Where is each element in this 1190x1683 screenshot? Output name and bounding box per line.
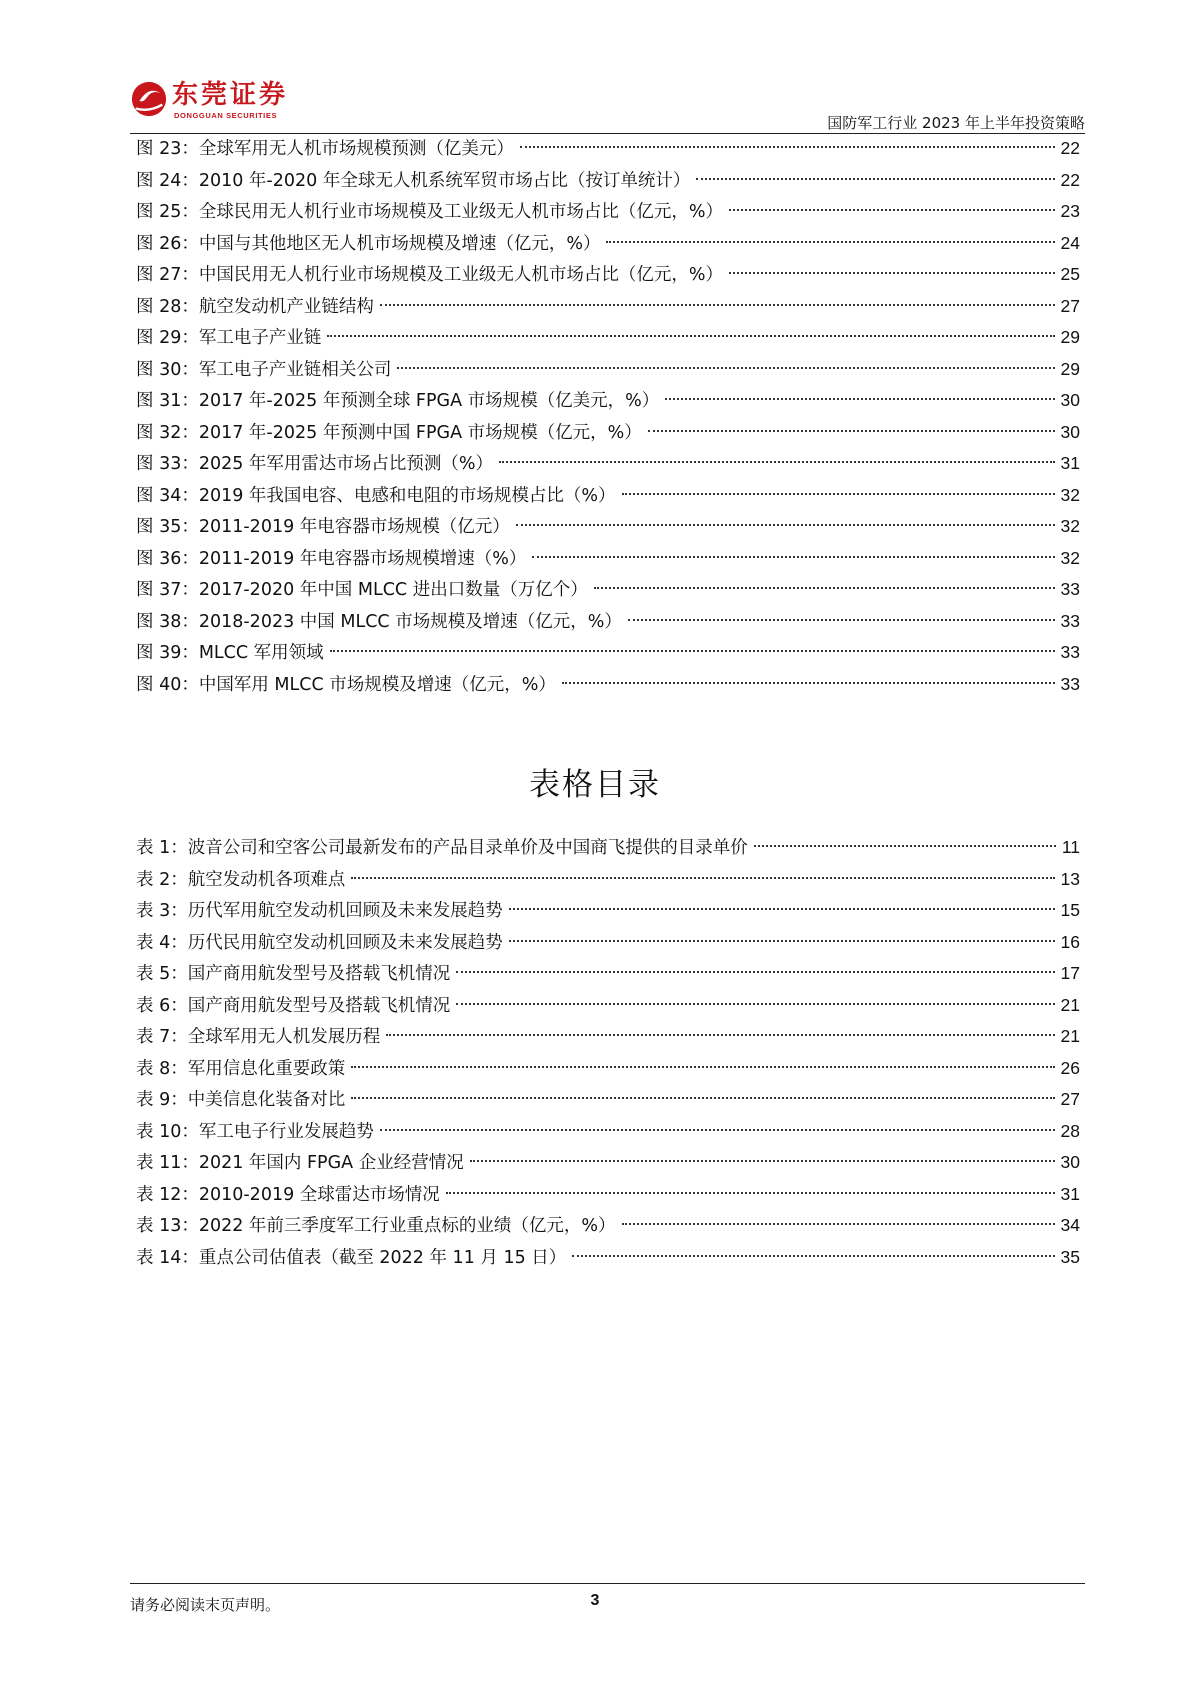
toc-entry-label[interactable]: 表 14：重点公司估值表（截至 2022 年 11 月 15 日） <box>136 1247 567 1268</box>
figure-toc-entry[interactable] <box>136 417 1080 449</box>
toc-entry-label[interactable]: 表 3：历代军用航空发动机回顾及未来发展趋势 <box>136 901 503 921</box>
toc-entry-page[interactable]: 34 <box>1060 1215 1080 1235</box>
toc-entry-label[interactable]: 图 31：2017 年-2025 年预测全球 FPGA 市场规模（亿美元，%） <box>136 391 660 411</box>
figure-toc-entry[interactable] <box>136 669 1080 701</box>
table-toc-entry[interactable] <box>136 1210 1080 1242</box>
report-title: 国防军工行业 2023 年上半年投资策略 <box>827 114 1085 132</box>
figure-toc-entry[interactable] <box>136 480 1080 512</box>
toc-entry-page[interactable]: 31 <box>1060 1183 1080 1204</box>
dot-leader <box>520 146 1055 148</box>
figure-toc-entry[interactable] <box>136 637 1080 669</box>
toc-entry-label[interactable]: 表 13：2022 年前三季度军工行业重点标的业绩（亿元，%） <box>136 1216 616 1236</box>
toc-entry-label[interactable]: 表 2：航空发动机各项难点 <box>136 869 346 890</box>
figure-toc-entry[interactable] <box>136 606 1080 638</box>
toc-entry-label[interactable]: 表 12：2010-2019 全球雷达市场情况 <box>136 1184 440 1205</box>
toc-entry-page[interactable]: 26 <box>1060 1057 1080 1078</box>
dot-leader <box>562 682 1055 684</box>
dot-leader <box>446 1192 1055 1194</box>
figure-toc-entry[interactable] <box>136 133 1080 165</box>
dot-leader <box>754 845 1056 847</box>
toc-entry-page[interactable]: 24 <box>1060 232 1080 253</box>
dot-leader <box>397 367 1054 369</box>
toc-entry-label[interactable]: 图 36：2011-2019 年电容器市场规模增速（%） <box>136 548 527 569</box>
toc-entry-label[interactable]: 图 34：2019 年我国电容、电感和电阻的市场规模占比（%） <box>136 485 616 506</box>
figure-toc-entry[interactable] <box>136 228 1080 260</box>
toc-entry-page[interactable]: 11 <box>1061 837 1080 857</box>
toc-entry-label[interactable]: 表 10：军工电子行业发展趋势 <box>136 1121 374 1142</box>
toc-entry-label[interactable]: 图 24：2010 年-2020 年全球无人机系统军贸市场占比（按订单统计） <box>136 170 691 191</box>
figure-toc-entry[interactable] <box>136 543 1080 575</box>
table-toc-entry[interactable] <box>136 895 1080 927</box>
figure-toc-entry[interactable] <box>136 574 1080 606</box>
dot-leader <box>572 1255 1054 1257</box>
brand-name-cn: 东莞证券 <box>172 80 289 110</box>
toc-entry-label[interactable]: 表 1：波音公司和空客公司最新发布的产品目录单价及中国商飞提供的目录单价 <box>136 838 748 858</box>
figure-toc-entry[interactable] <box>136 165 1080 197</box>
toc-entry-label[interactable]: 图 29：军工电子产业链 <box>136 328 322 348</box>
dot-leader <box>696 178 1054 180</box>
toc-entry-label[interactable]: 图 35：2011-2019 年电容器市场规模（亿元） <box>136 517 510 537</box>
dot-leader <box>594 587 1055 589</box>
toc-entry-label[interactable]: 图 32：2017 年-2025 年预测中国 FPGA 市场规模（亿元，%） <box>136 422 642 443</box>
toc-entry-page[interactable]: 35 <box>1060 1246 1080 1267</box>
toc-entry-label[interactable]: 表 5：国产商用航发型号及搭载飞机情况 <box>136 964 451 984</box>
figure-toc-entry[interactable] <box>136 322 1080 354</box>
toc-entry-page[interactable]: 23 <box>1060 201 1080 221</box>
toc-entry-page[interactable]: 13 <box>1060 868 1080 889</box>
toc-entry-page[interactable]: 27 <box>1060 295 1080 316</box>
toc-entry-page[interactable]: 30 <box>1060 421 1080 442</box>
toc-entry-page[interactable]: 33 <box>1060 610 1080 631</box>
toc-entry-page[interactable]: 29 <box>1060 358 1080 379</box>
toc-entry-label[interactable]: 表 7：全球军用无人机发展历程 <box>136 1027 381 1047</box>
toc-entry-label[interactable]: 图 40：中国军用 MLCC 市场规模及增速（亿元，%） <box>136 674 556 695</box>
toc-entry-page[interactable]: 25 <box>1060 264 1080 284</box>
dot-leader <box>628 619 1055 621</box>
toc-entry-page[interactable]: 32 <box>1060 484 1080 505</box>
figure-toc-entry[interactable] <box>136 354 1080 386</box>
table-toc-entry[interactable] <box>136 1179 1080 1211</box>
toc-entry-page[interactable]: 22 <box>1060 138 1080 158</box>
table-toc-entry[interactable] <box>136 832 1080 864</box>
page-header <box>130 74 1085 136</box>
toc-entry-page[interactable]: 15 <box>1060 900 1080 920</box>
dot-leader <box>456 971 1054 973</box>
tables-section-title: 表格目录 <box>529 767 661 803</box>
table-toc-entry[interactable] <box>136 1147 1080 1179</box>
toc-entry-page[interactable]: 16 <box>1060 931 1080 952</box>
dot-leader <box>606 241 1054 243</box>
toc-entry-page[interactable]: 33 <box>1060 642 1080 662</box>
table-toc-entry[interactable] <box>136 927 1080 959</box>
toc-entry-label[interactable]: 图 26：中国与其他地区无人机市场规模及增速（亿元，%） <box>136 233 601 254</box>
table-toc-entry[interactable] <box>136 958 1080 990</box>
toc-entry-page[interactable]: 33 <box>1060 579 1080 599</box>
toc-entry-page[interactable]: 17 <box>1060 963 1080 983</box>
toc-entry-label[interactable]: 图 23：全球军用无人机市场规模预测（亿美元） <box>136 139 514 159</box>
dot-leader <box>456 1003 1054 1005</box>
table-toc-entry[interactable] <box>136 1242 1080 1274</box>
toc-entry-page[interactable]: 21 <box>1060 994 1080 1015</box>
table-toc-entry[interactable] <box>136 1084 1080 1116</box>
dot-leader <box>327 335 1054 337</box>
dot-leader <box>351 1097 1054 1099</box>
toc-entry-label[interactable]: 表 9：中美信息化装备对比 <box>136 1090 346 1110</box>
figure-toc-entry[interactable] <box>136 291 1080 323</box>
dot-leader <box>509 940 1055 942</box>
brand-name-en: DONGGUAN SECURITIES <box>174 111 278 120</box>
toc-entry-page[interactable]: 30 <box>1060 390 1080 410</box>
toc-entry-label[interactable]: 图 37：2017-2020 年中国 MLCC 进出口数量（万亿个） <box>136 580 588 600</box>
brand-emblem-icon <box>130 80 168 118</box>
dot-leader <box>470 1160 1055 1162</box>
figure-toc-entry[interactable] <box>136 196 1080 228</box>
table-toc-entry[interactable] <box>136 1053 1080 1085</box>
figures-toc <box>136 133 1080 700</box>
toc-entry-label[interactable]: 表 4：历代民用航空发动机回顾及未来发展趋势 <box>136 932 503 953</box>
dot-leader <box>729 272 1055 274</box>
toc-entry-label[interactable]: 图 28：航空发动机产业链结构 <box>136 296 374 317</box>
toc-entry-label[interactable]: 表 6：国产商用航发型号及搭载飞机情况 <box>136 995 451 1016</box>
dot-leader <box>380 1129 1055 1131</box>
dot-leader <box>516 524 1055 526</box>
toc-entry-label[interactable]: 图 27：中国民用无人机行业市场规模及工业级无人机市场占比（亿元，%） <box>136 265 723 285</box>
toc-entry-page[interactable]: 30 <box>1060 1152 1080 1172</box>
toc-entry-label[interactable]: 图 38：2018-2023 中国 MLCC 市场规模及增速（亿元，%） <box>136 611 622 632</box>
toc-entry-page[interactable]: 28 <box>1060 1120 1080 1141</box>
dot-leader <box>499 461 1054 463</box>
toc-entry-page[interactable]: 33 <box>1060 673 1080 694</box>
dot-leader <box>509 908 1055 910</box>
table-toc-entry[interactable] <box>136 1021 1080 1053</box>
toc-entry-page[interactable]: 31 <box>1060 453 1080 473</box>
dot-leader <box>622 493 1055 495</box>
figure-toc-entry[interactable] <box>136 448 1080 480</box>
toc-entry-page[interactable]: 32 <box>1060 547 1080 568</box>
dot-leader <box>729 209 1055 211</box>
footer-divider <box>130 1583 1085 1584</box>
page-number: 3 <box>590 1592 600 1609</box>
toc-entry-page[interactable]: 21 <box>1060 1026 1080 1046</box>
figure-toc-entry[interactable] <box>136 385 1080 417</box>
table-toc-entry[interactable] <box>136 990 1080 1022</box>
toc-entry-label[interactable]: 图 30：军工电子产业链相关公司 <box>136 359 392 380</box>
dot-leader <box>351 877 1054 879</box>
dot-leader <box>648 430 1055 432</box>
dot-leader <box>622 1223 1055 1225</box>
toc-entry-page[interactable]: 29 <box>1060 327 1080 347</box>
dot-leader <box>386 1034 1054 1036</box>
tables-toc <box>136 832 1080 1273</box>
toc-entry-page[interactable]: 32 <box>1060 516 1080 536</box>
figure-toc-entry[interactable] <box>136 259 1080 291</box>
toc-entry-label[interactable]: 图 39：MLCC 军用领域 <box>136 643 324 663</box>
dot-leader <box>330 650 1055 652</box>
disclaimer-text: 请务必阅读末页声明。 <box>130 1596 281 1614</box>
toc-entry-label[interactable]: 图 25：全球民用无人机行业市场规模及工业级无人机市场占比（亿元，%） <box>136 202 723 222</box>
toc-entry-label[interactable]: 表 11：2021 年国内 FPGA 企业经营情况 <box>136 1153 464 1173</box>
table-toc-entry[interactable] <box>136 864 1080 896</box>
figure-toc-entry[interactable] <box>136 511 1080 543</box>
toc-entry-page[interactable]: 22 <box>1060 169 1080 190</box>
toc-entry-page[interactable]: 27 <box>1060 1089 1080 1109</box>
toc-entry-label[interactable]: 图 33：2025 年军用雷达市场占比预测（%） <box>136 454 494 474</box>
toc-entry-label[interactable]: 表 8：军用信息化重要政策 <box>136 1058 346 1079</box>
dot-leader <box>532 556 1054 558</box>
dot-leader <box>351 1066 1054 1068</box>
dongguan-securities-logo <box>130 80 290 126</box>
dot-leader <box>380 304 1055 306</box>
dot-leader <box>665 398 1054 400</box>
table-toc-entry[interactable] <box>136 1116 1080 1148</box>
